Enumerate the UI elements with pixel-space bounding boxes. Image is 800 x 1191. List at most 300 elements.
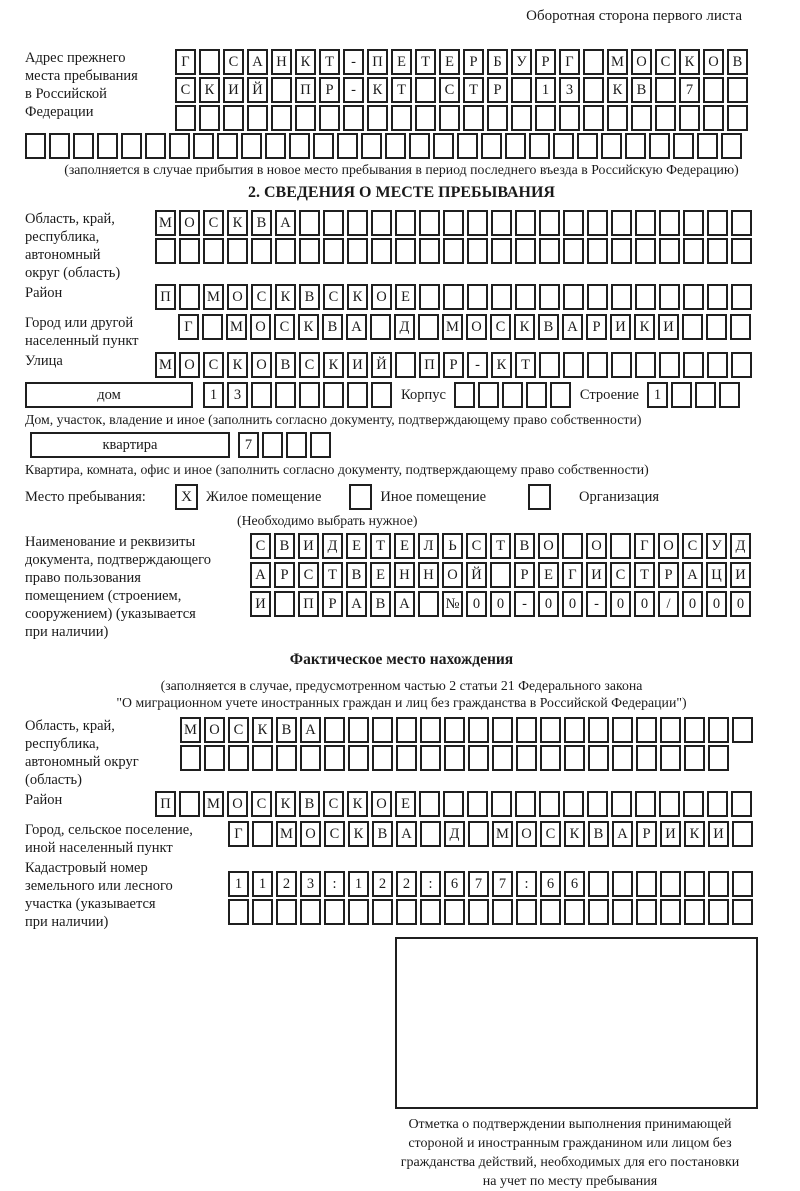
char-cell[interactable] <box>468 899 489 925</box>
char-cell[interactable]: 0 <box>490 591 511 617</box>
char-cell[interactable]: С <box>682 533 703 559</box>
char-cell[interactable] <box>612 871 633 897</box>
char-cell[interactable]: 1 <box>348 871 369 897</box>
char-cell[interactable] <box>491 238 512 264</box>
char-cell[interactable] <box>727 105 748 131</box>
char-cell[interactable] <box>491 284 512 310</box>
char-cell[interactable]: Е <box>439 49 460 75</box>
char-cell[interactable]: П <box>298 591 319 617</box>
char-cell[interactable] <box>708 871 729 897</box>
char-cell[interactable] <box>563 238 584 264</box>
char-cell[interactable]: С <box>250 533 271 559</box>
char-cell[interactable]: П <box>367 49 388 75</box>
char-cell[interactable] <box>660 871 681 897</box>
char-cell[interactable]: - <box>343 49 364 75</box>
char-cell[interactable] <box>659 791 680 817</box>
char-cell[interactable] <box>443 238 464 264</box>
char-cell[interactable]: К <box>275 284 296 310</box>
char-cell[interactable] <box>635 238 656 264</box>
char-cell[interactable] <box>202 314 223 340</box>
char-cell[interactable] <box>659 210 680 236</box>
char-cell[interactable]: С <box>203 210 224 236</box>
char-cell[interactable] <box>683 791 704 817</box>
char-cell[interactable]: С <box>251 791 272 817</box>
char-cell[interactable] <box>299 210 320 236</box>
char-cell[interactable] <box>612 899 633 925</box>
char-cell[interactable] <box>679 105 700 131</box>
char-cell[interactable] <box>659 352 680 378</box>
char-cell[interactable]: И <box>586 562 607 588</box>
char-cell[interactable]: К <box>275 791 296 817</box>
char-cell[interactable] <box>155 238 176 264</box>
char-cell[interactable] <box>636 717 657 743</box>
char-cell[interactable]: 3 <box>227 382 248 408</box>
char-cell[interactable]: Г <box>559 49 580 75</box>
char-cell[interactable] <box>535 105 556 131</box>
char-cell[interactable]: К <box>298 314 319 340</box>
char-cell[interactable] <box>443 284 464 310</box>
char-cell[interactable]: Т <box>490 533 511 559</box>
char-cell[interactable] <box>199 49 220 75</box>
char-cell[interactable]: К <box>491 352 512 378</box>
char-cell[interactable]: Р <box>487 77 508 103</box>
char-cell[interactable] <box>180 745 201 771</box>
char-cell[interactable] <box>420 717 441 743</box>
char-cell[interactable] <box>241 133 262 159</box>
char-cell[interactable]: Р <box>636 821 657 847</box>
char-cell[interactable]: А <box>682 562 703 588</box>
char-cell[interactable]: О <box>703 49 724 75</box>
char-cell[interactable]: П <box>295 77 316 103</box>
char-cell[interactable] <box>415 77 436 103</box>
checkbox-residential[interactable]: X <box>175 484 198 510</box>
char-cell[interactable]: Р <box>463 49 484 75</box>
char-cell[interactable] <box>684 717 705 743</box>
char-cell[interactable] <box>490 562 511 588</box>
char-cell[interactable]: 1 <box>203 382 224 408</box>
char-cell[interactable] <box>540 745 561 771</box>
char-cell[interactable] <box>433 133 454 159</box>
char-cell[interactable] <box>247 105 268 131</box>
char-cell[interactable] <box>706 314 727 340</box>
char-cell[interactable] <box>511 77 532 103</box>
char-cell[interactable]: А <box>612 821 633 847</box>
char-cell[interactable] <box>727 77 748 103</box>
char-cell[interactable]: Р <box>586 314 607 340</box>
char-cell[interactable]: 0 <box>682 591 703 617</box>
char-cell[interactable] <box>454 382 475 408</box>
char-cell[interactable] <box>274 591 295 617</box>
char-cell[interactable] <box>563 352 584 378</box>
char-cell[interactable]: Е <box>346 533 367 559</box>
char-cell[interactable] <box>562 533 583 559</box>
char-cell[interactable]: Н <box>394 562 415 588</box>
char-cell[interactable] <box>395 352 416 378</box>
char-cell[interactable]: С <box>299 352 320 378</box>
char-cell[interactable] <box>371 382 392 408</box>
char-cell[interactable] <box>467 791 488 817</box>
char-cell[interactable] <box>468 821 489 847</box>
char-cell[interactable]: 7 <box>238 432 259 458</box>
char-cell[interactable]: С <box>540 821 561 847</box>
char-cell[interactable]: Е <box>395 284 416 310</box>
char-cell[interactable]: О <box>227 284 248 310</box>
char-cell[interactable] <box>492 745 513 771</box>
char-cell[interactable] <box>611 210 632 236</box>
char-cell[interactable]: В <box>372 821 393 847</box>
char-cell[interactable] <box>703 77 724 103</box>
char-cell[interactable]: - <box>343 77 364 103</box>
char-cell[interactable] <box>516 745 537 771</box>
char-cell[interactable]: К <box>684 821 705 847</box>
char-cell[interactable]: Е <box>394 533 415 559</box>
char-cell[interactable]: 0 <box>538 591 559 617</box>
char-cell[interactable]: О <box>179 352 200 378</box>
char-cell[interactable]: Г <box>175 49 196 75</box>
char-cell[interactable] <box>396 745 417 771</box>
char-cell[interactable] <box>583 77 604 103</box>
char-cell[interactable] <box>443 791 464 817</box>
char-cell[interactable]: В <box>251 210 272 236</box>
char-cell[interactable]: О <box>631 49 652 75</box>
char-cell[interactable] <box>286 432 307 458</box>
char-cell[interactable] <box>625 133 646 159</box>
char-cell[interactable]: М <box>276 821 297 847</box>
char-cell[interactable] <box>721 133 742 159</box>
char-cell[interactable] <box>199 105 220 131</box>
char-cell[interactable] <box>515 284 536 310</box>
char-cell[interactable]: 0 <box>562 591 583 617</box>
char-cell[interactable] <box>49 133 70 159</box>
char-cell[interactable] <box>683 210 704 236</box>
char-cell[interactable] <box>228 899 249 925</box>
char-cell[interactable]: 7 <box>679 77 700 103</box>
char-cell[interactable] <box>635 352 656 378</box>
char-cell[interactable] <box>703 105 724 131</box>
char-cell[interactable]: О <box>227 791 248 817</box>
char-cell[interactable] <box>300 899 321 925</box>
char-cell[interactable] <box>564 899 585 925</box>
char-cell[interactable]: А <box>396 821 417 847</box>
char-cell[interactable] <box>505 133 526 159</box>
char-cell[interactable]: О <box>442 562 463 588</box>
char-cell[interactable]: О <box>251 352 272 378</box>
char-cell[interactable]: С <box>490 314 511 340</box>
char-cell[interactable] <box>491 210 512 236</box>
char-cell[interactable] <box>492 717 513 743</box>
char-cell[interactable] <box>251 238 272 264</box>
char-cell[interactable] <box>539 238 560 264</box>
char-cell[interactable]: С <box>203 352 224 378</box>
char-cell[interactable]: А <box>250 562 271 588</box>
char-cell[interactable] <box>708 899 729 925</box>
char-cell[interactable]: В <box>727 49 748 75</box>
char-cell[interactable] <box>708 717 729 743</box>
char-cell[interactable]: Д <box>444 821 465 847</box>
char-cell[interactable]: М <box>492 821 513 847</box>
char-cell[interactable]: Ь <box>442 533 463 559</box>
char-cell[interactable] <box>607 105 628 131</box>
char-cell[interactable] <box>732 821 753 847</box>
char-cell[interactable]: М <box>442 314 463 340</box>
char-cell[interactable] <box>708 745 729 771</box>
char-cell[interactable] <box>683 238 704 264</box>
char-cell[interactable] <box>515 238 536 264</box>
char-cell[interactable] <box>563 284 584 310</box>
char-cell[interactable] <box>684 899 705 925</box>
char-cell[interactable] <box>635 210 656 236</box>
char-cell[interactable]: - <box>586 591 607 617</box>
char-cell[interactable] <box>252 899 273 925</box>
char-cell[interactable] <box>289 133 310 159</box>
char-cell[interactable] <box>684 871 705 897</box>
char-cell[interactable] <box>145 133 166 159</box>
char-cell[interactable] <box>478 382 499 408</box>
char-cell[interactable] <box>636 745 657 771</box>
char-cell[interactable] <box>463 105 484 131</box>
char-cell[interactable]: 6 <box>540 871 561 897</box>
char-cell[interactable]: В <box>276 717 297 743</box>
char-cell[interactable] <box>395 210 416 236</box>
char-cell[interactable] <box>583 49 604 75</box>
char-cell[interactable]: К <box>323 352 344 378</box>
char-cell[interactable] <box>371 210 392 236</box>
char-cell[interactable] <box>179 284 200 310</box>
char-cell[interactable] <box>491 791 512 817</box>
char-cell[interactable]: М <box>226 314 247 340</box>
char-cell[interactable]: В <box>299 791 320 817</box>
char-cell[interactable] <box>175 105 196 131</box>
char-cell[interactable] <box>415 105 436 131</box>
char-cell[interactable]: С <box>439 77 460 103</box>
char-cell[interactable] <box>659 238 680 264</box>
char-cell[interactable]: М <box>155 210 176 236</box>
char-cell[interactable]: К <box>367 77 388 103</box>
char-cell[interactable] <box>587 352 608 378</box>
char-cell[interactable] <box>487 105 508 131</box>
char-cell[interactable]: Р <box>535 49 556 75</box>
char-cell[interactable] <box>419 210 440 236</box>
char-cell[interactable] <box>347 238 368 264</box>
char-cell[interactable] <box>564 745 585 771</box>
char-cell[interactable] <box>601 133 622 159</box>
char-cell[interactable]: Е <box>391 49 412 75</box>
char-cell[interactable]: С <box>610 562 631 588</box>
char-cell[interactable] <box>635 284 656 310</box>
char-cell[interactable]: С <box>323 284 344 310</box>
char-cell[interactable]: 2 <box>396 871 417 897</box>
char-cell[interactable]: И <box>658 314 679 340</box>
char-cell[interactable] <box>228 745 249 771</box>
char-cell[interactable]: В <box>346 562 367 588</box>
char-cell[interactable] <box>611 238 632 264</box>
char-cell[interactable]: 2 <box>276 871 297 897</box>
char-cell[interactable] <box>539 284 560 310</box>
char-cell[interactable]: С <box>223 49 244 75</box>
char-cell[interactable] <box>121 133 142 159</box>
char-cell[interactable]: Д <box>322 533 343 559</box>
char-cell[interactable] <box>529 133 550 159</box>
char-cell[interactable] <box>577 133 598 159</box>
char-cell[interactable]: 0 <box>610 591 631 617</box>
char-cell[interactable] <box>468 745 489 771</box>
char-cell[interactable] <box>684 745 705 771</box>
char-cell[interactable]: У <box>511 49 532 75</box>
char-cell[interactable] <box>550 382 571 408</box>
char-cell[interactable]: К <box>227 210 248 236</box>
char-cell[interactable] <box>348 717 369 743</box>
char-cell[interactable]: О <box>250 314 271 340</box>
char-cell[interactable] <box>419 284 440 310</box>
char-cell[interactable]: Т <box>319 49 340 75</box>
char-cell[interactable]: И <box>298 533 319 559</box>
char-cell[interactable] <box>611 791 632 817</box>
char-cell[interactable]: П <box>155 284 176 310</box>
char-cell[interactable] <box>348 745 369 771</box>
char-cell[interactable]: 1 <box>535 77 556 103</box>
char-cell[interactable] <box>73 133 94 159</box>
char-cell[interactable] <box>467 210 488 236</box>
char-cell[interactable]: В <box>274 533 295 559</box>
char-cell[interactable]: О <box>179 210 200 236</box>
char-cell[interactable] <box>671 382 692 408</box>
char-cell[interactable] <box>371 238 392 264</box>
char-cell[interactable] <box>419 238 440 264</box>
char-cell[interactable]: : <box>420 871 441 897</box>
char-cell[interactable] <box>707 791 728 817</box>
char-cell[interactable]: В <box>299 284 320 310</box>
char-cell[interactable]: В <box>275 352 296 378</box>
char-cell[interactable]: Й <box>247 77 268 103</box>
char-cell[interactable] <box>611 284 632 310</box>
char-cell[interactable] <box>300 745 321 771</box>
char-cell[interactable]: К <box>607 77 628 103</box>
char-cell[interactable] <box>271 105 292 131</box>
char-cell[interactable]: / <box>658 591 679 617</box>
char-cell[interactable] <box>313 133 334 159</box>
char-cell[interactable] <box>275 382 296 408</box>
char-cell[interactable] <box>502 382 523 408</box>
char-cell[interactable] <box>418 314 439 340</box>
char-cell[interactable] <box>526 382 547 408</box>
char-cell[interactable]: К <box>564 821 585 847</box>
char-cell[interactable] <box>731 238 752 264</box>
char-cell[interactable]: О <box>371 791 392 817</box>
char-cell[interactable]: Т <box>370 533 391 559</box>
char-cell[interactable] <box>611 352 632 378</box>
char-cell[interactable] <box>660 899 681 925</box>
char-cell[interactable]: К <box>514 314 535 340</box>
checkbox-organization[interactable] <box>528 484 551 510</box>
char-cell[interactable]: - <box>467 352 488 378</box>
char-cell[interactable]: Р <box>443 352 464 378</box>
char-cell[interactable]: О <box>300 821 321 847</box>
char-cell[interactable]: И <box>660 821 681 847</box>
char-cell[interactable]: Г <box>634 533 655 559</box>
char-cell[interactable]: 6 <box>444 871 465 897</box>
char-cell[interactable] <box>203 238 224 264</box>
char-cell[interactable] <box>516 717 537 743</box>
char-cell[interactable] <box>695 382 716 408</box>
char-cell[interactable]: Н <box>418 562 439 588</box>
char-cell[interactable]: Т <box>634 562 655 588</box>
char-cell[interactable] <box>443 210 464 236</box>
char-cell[interactable] <box>409 133 430 159</box>
char-cell[interactable]: К <box>199 77 220 103</box>
char-cell[interactable]: 3 <box>559 77 580 103</box>
char-cell[interactable]: Й <box>466 562 487 588</box>
char-cell[interactable] <box>467 284 488 310</box>
char-cell[interactable] <box>324 717 345 743</box>
char-cell[interactable] <box>444 899 465 925</box>
char-cell[interactable]: И <box>730 562 751 588</box>
char-cell[interactable] <box>444 745 465 771</box>
char-cell[interactable]: С <box>175 77 196 103</box>
char-cell[interactable] <box>516 899 537 925</box>
char-cell[interactable] <box>252 745 273 771</box>
char-cell[interactable] <box>731 791 752 817</box>
char-cell[interactable] <box>539 210 560 236</box>
char-cell[interactable] <box>631 105 652 131</box>
char-cell[interactable] <box>636 899 657 925</box>
char-cell[interactable]: Р <box>322 591 343 617</box>
char-cell[interactable] <box>262 432 283 458</box>
char-cell[interactable]: У <box>706 533 727 559</box>
char-cell[interactable] <box>419 791 440 817</box>
char-cell[interactable]: А <box>247 49 268 75</box>
char-cell[interactable] <box>655 77 676 103</box>
char-cell[interactable]: : <box>516 871 537 897</box>
char-cell[interactable] <box>583 105 604 131</box>
char-cell[interactable]: Р <box>274 562 295 588</box>
char-cell[interactable] <box>732 899 753 925</box>
char-cell[interactable]: В <box>538 314 559 340</box>
char-cell[interactable]: Г <box>178 314 199 340</box>
char-cell[interactable] <box>683 284 704 310</box>
char-cell[interactable] <box>683 352 704 378</box>
checkbox-other-premises[interactable] <box>349 484 372 510</box>
char-cell[interactable] <box>420 899 441 925</box>
char-cell[interactable] <box>588 871 609 897</box>
char-cell[interactable] <box>732 871 753 897</box>
char-cell[interactable] <box>372 745 393 771</box>
char-cell[interactable]: С <box>655 49 676 75</box>
char-cell[interactable] <box>97 133 118 159</box>
char-cell[interactable]: 0 <box>730 591 751 617</box>
char-cell[interactable] <box>179 238 200 264</box>
char-cell[interactable]: Т <box>515 352 536 378</box>
char-cell[interactable]: С <box>228 717 249 743</box>
char-cell[interactable]: Р <box>319 77 340 103</box>
char-cell[interactable] <box>660 717 681 743</box>
char-cell[interactable] <box>515 791 536 817</box>
char-cell[interactable] <box>227 238 248 264</box>
char-cell[interactable] <box>635 791 656 817</box>
char-cell[interactable]: Д <box>730 533 751 559</box>
char-cell[interactable] <box>347 382 368 408</box>
char-cell[interactable] <box>396 717 417 743</box>
char-cell[interactable]: 1 <box>252 871 273 897</box>
char-cell[interactable]: К <box>227 352 248 378</box>
char-cell[interactable]: 1 <box>228 871 249 897</box>
char-cell[interactable]: К <box>252 717 273 743</box>
char-cell[interactable]: Е <box>538 562 559 588</box>
char-cell[interactable]: Е <box>395 791 416 817</box>
char-cell[interactable] <box>418 591 439 617</box>
char-cell[interactable]: Т <box>463 77 484 103</box>
char-cell[interactable]: М <box>203 791 224 817</box>
char-cell[interactable]: 7 <box>492 871 513 897</box>
